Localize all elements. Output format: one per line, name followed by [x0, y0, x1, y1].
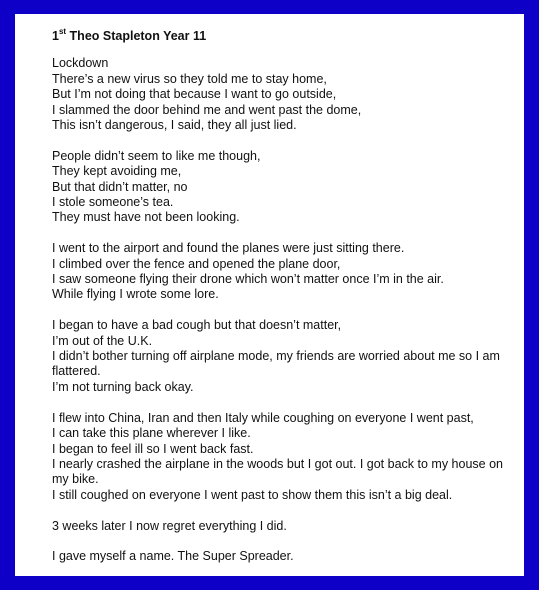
stanza-4: [52, 318, 504, 395]
poem-line: People didn’t seem to like me though,: [52, 148, 261, 163]
poem-line: While flying I wrote some lore.: [52, 287, 219, 302]
poem-line: I still coughed on everyone I went past to show them this isn’t a big deal.: [52, 487, 453, 502]
poem-line: I began to have a bad cough but that doesn’t matter,: [52, 318, 342, 333]
stanza-1: [52, 56, 504, 133]
poem-line: They must have not been looking.: [52, 210, 240, 225]
award-place-suffix: st: [58, 26, 67, 36]
poem-title: Lockdown: [52, 56, 109, 71]
poem-line: I gave myself a name. The Super Spreader.: [52, 549, 294, 564]
poem-line: I nearly crashed the airplane in the woods but I got out. I got back to my house on my bike.: [52, 456, 503, 487]
poem-line: They kept avoiding me,: [52, 164, 182, 179]
poem-line: I went to the airport and found the planes were just sitting there.: [52, 241, 405, 256]
poem-line: This isn’t dangerous, I said, they all just lied.: [52, 118, 297, 133]
poem-line: I didn’t bother turning off airplane mode, my friends are worried about me so I am flattered.: [52, 349, 500, 379]
award-place: 1: [52, 29, 59, 43]
poem-line: I began to feel ill so I went back fast.: [52, 441, 254, 456]
stanza-7: [52, 549, 504, 564]
poem-line: I stole someone’s tea.: [52, 195, 174, 210]
poem-heading: [52, 26, 504, 44]
poem-line: I’m out of the U.K.: [52, 333, 153, 348]
stanza-5: [52, 411, 504, 503]
poem-line: But that didn’t matter, no: [52, 179, 188, 194]
poem-page: [15, 14, 524, 576]
poem-line: I’m not turning back okay.: [52, 379, 194, 394]
poem-line: I can take this plane wherever I like.: [52, 426, 251, 441]
poem-line: I climbed over the fence and opened the plane door,: [52, 256, 341, 271]
stanza-2: [52, 149, 504, 226]
poem-line: There’s a new virus so they told me to stay home,: [52, 71, 327, 86]
stanza-6: [52, 519, 504, 534]
poem-line: I flew into China, Iran and then Italy while coughing on everyone I went past,: [52, 410, 474, 425]
poem-line: I saw someone flying their drone which won’t matter once I’m in the air.: [52, 272, 444, 287]
author-and-year: Theo Stapleton Year 11: [66, 29, 207, 43]
poem-line: 3 weeks later I now regret everything I did.: [52, 518, 287, 533]
poem-line: I slammed the door behind me and went past the dome,: [52, 102, 362, 117]
stanza-3: [52, 241, 504, 303]
poem-line: But I’m not doing that because I want to go outside,: [52, 87, 337, 102]
